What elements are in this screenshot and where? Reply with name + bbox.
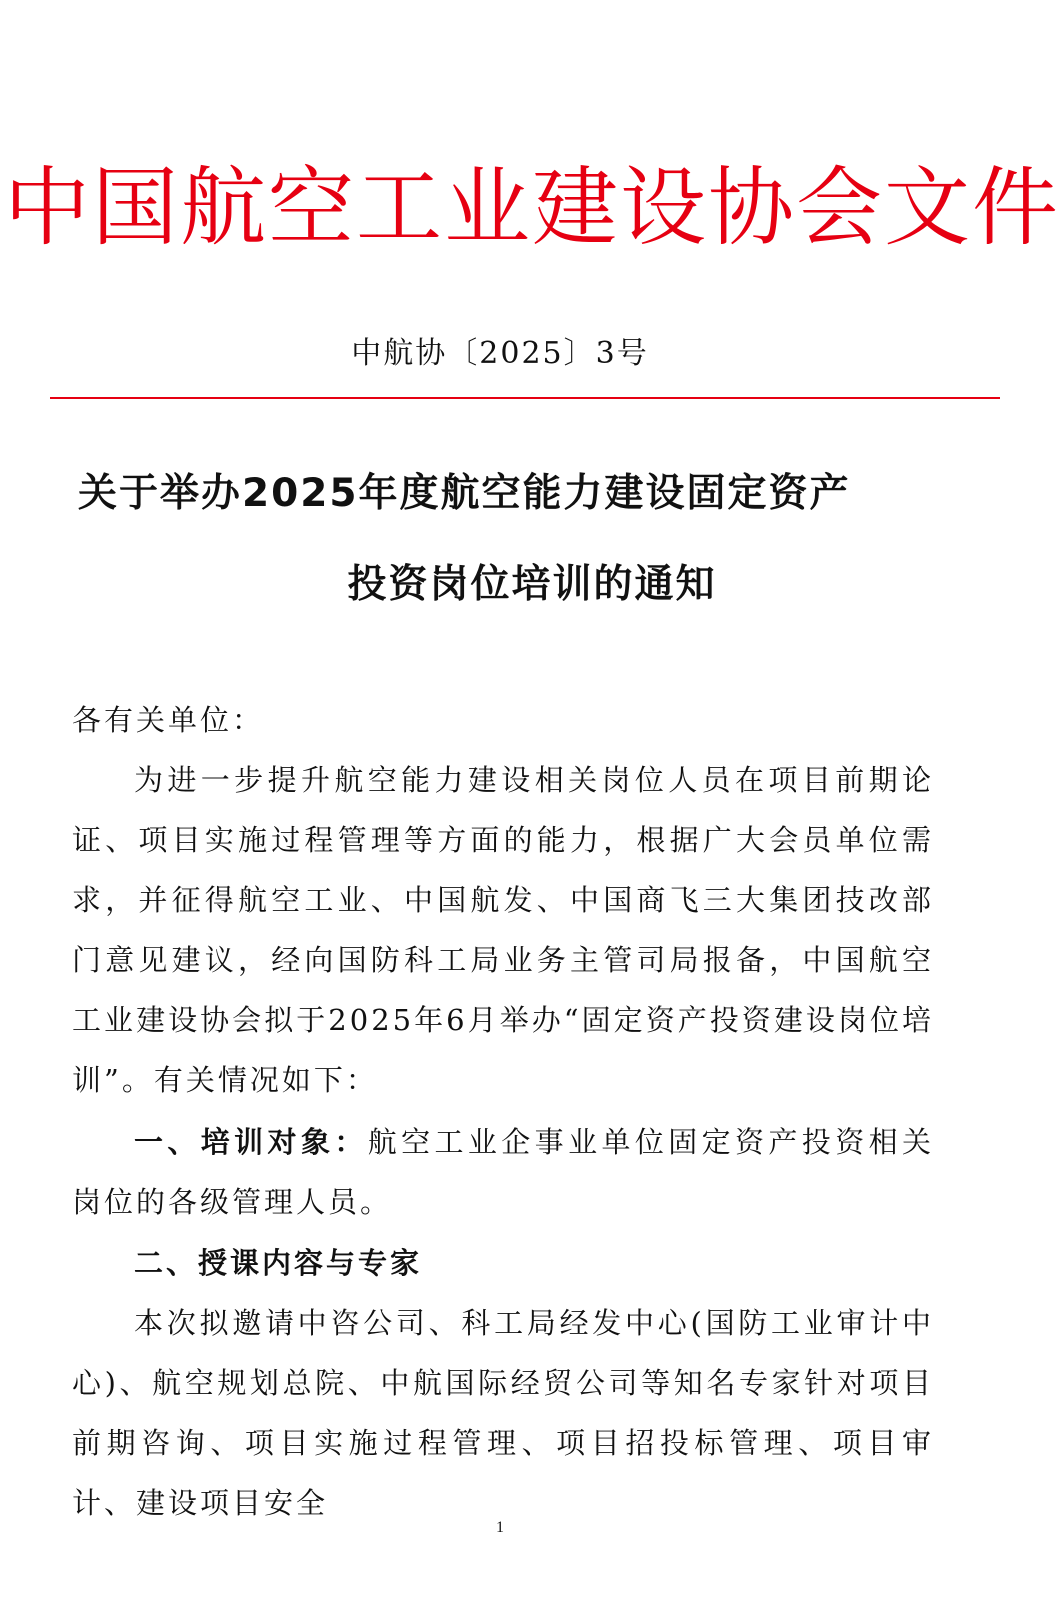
section-1-text: 航空工业企事业单位固定资产投资相关岗位的各级管理人员。 bbox=[72, 1125, 934, 1219]
section-2-paragraph: 本次拟邀请中咨公司、科工局经发中心(国防工业审计中心)、航空规划总院、中航国际经贸公司等知名专家针对项目前期咨询、项目实施过程管理、项目招投标管理、项目审计、建设项目安全 bbox=[72, 1306, 934, 1520]
section-1-paragraph bbox=[72, 1112, 934, 1232]
section-1-heading: 一、培训对象： bbox=[134, 1125, 368, 1159]
document-number: 中航协〔2025〕3号 bbox=[351, 336, 649, 371]
document-masthead: 中国航空工业建设协会文件 bbox=[4, 158, 1060, 258]
section-2-heading: 二、授课内容与专家 bbox=[134, 1246, 423, 1280]
notice-title-line-1: 关于举办2025年度航空能力建设固定资产 bbox=[78, 471, 851, 516]
page-number: 1 bbox=[496, 1519, 504, 1536]
salutation: 各有关单位： bbox=[72, 703, 265, 737]
intro-paragraph: 为进一步提升航空能力建设相关岗位人员在项目前期论证、项目实施过程管理等方面的能力，根据广大会员单位需求，并征得航空工业、中国航发、中国商飞三大集团技改部门意见建议，经向国防科工局业务主管司局报备，中国航空工业建设协会拟于2025年6月举办“固定资产投资建设岗位培训”。有关情况如下： bbox=[72, 763, 934, 1097]
red-divider-line bbox=[50, 397, 1000, 399]
notice-title-line-2: 投资岗位培训的通知 bbox=[347, 562, 717, 607]
